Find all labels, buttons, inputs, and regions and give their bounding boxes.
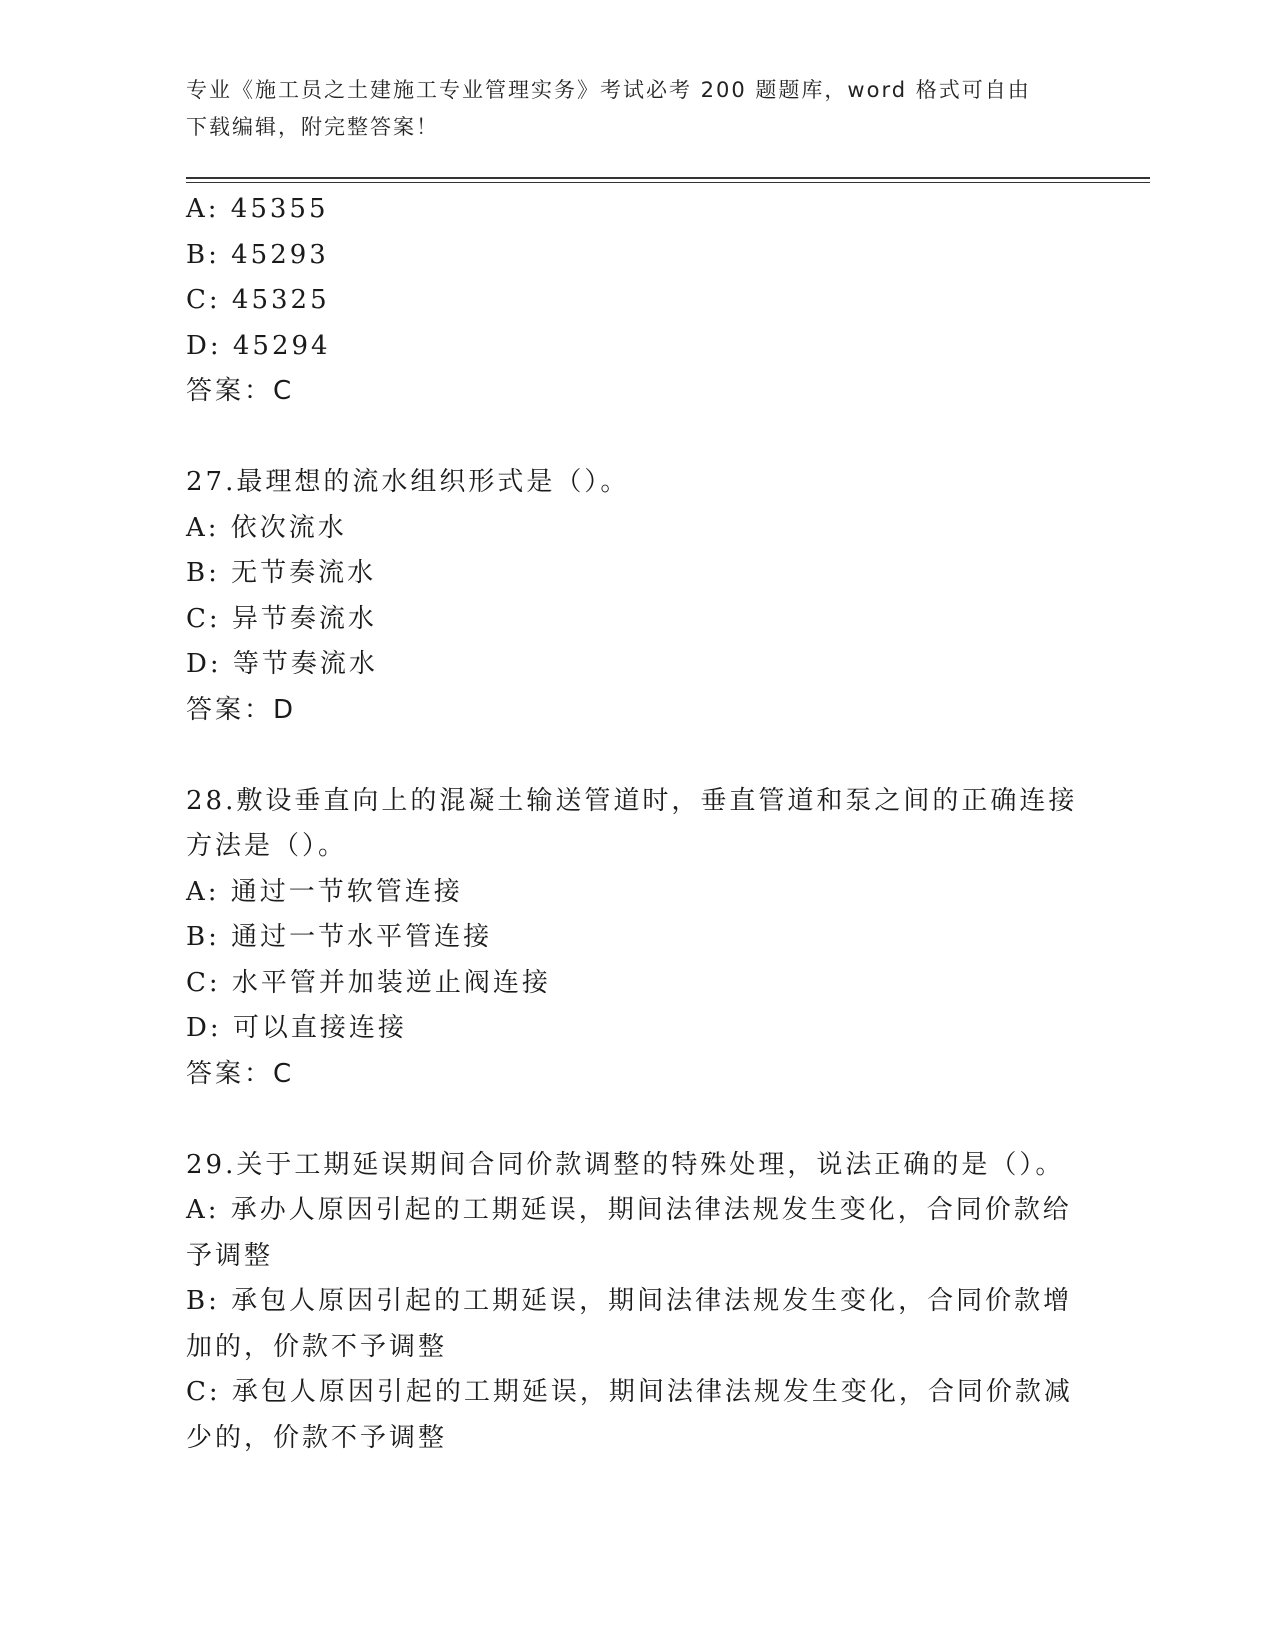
header-line: 专业《施工员之土建施工专业管理实务》考试必考 200 题题库，word 格式可自由 [186, 78, 1031, 102]
answer-label: 答案：C [186, 376, 295, 406]
option-c: C: 承包人原因引起的工期延误，期间法律法规发生变化，合同价款减 [186, 1377, 1073, 1407]
option-b: B: 承包人原因引起的工期延误，期间法律法规发生变化，合同价款增 [186, 1286, 1073, 1316]
option-c-cont: 少的，价款不予调整 [186, 1422, 448, 1453]
header-rule-thin [186, 182, 1150, 183]
option-c: C: 异节奏流水 [186, 603, 377, 634]
option-c: C: 水平管并加装逆止阀连接 [186, 967, 551, 998]
answer-label: 答案：D [186, 694, 297, 725]
spacer [186, 415, 1086, 461]
spacer [186, 733, 1086, 779]
header-line: 下载编辑，附完整答案！ [186, 115, 439, 139]
option-d: D: 等节奏流水 [186, 649, 378, 679]
option-a: A: 依次流水 [186, 512, 347, 543]
answer-label: 答案：C [186, 1058, 295, 1089]
question-text: 28.敷设垂直向上的混凝土输送管道时，垂直管道和泵之间的正确连接 [186, 785, 1078, 816]
question-text: 29.关于工期延误期间合同价款调整的特殊处理，说法正确的是（）。 [186, 1149, 1065, 1180]
question-29 [186, 1143, 1086, 1462]
option-c: C: 45325 [186, 285, 330, 315]
option-a: A: 45355 [186, 194, 329, 224]
spacer [186, 1097, 1086, 1143]
question-text-cont: 方法是（）。 [186, 831, 348, 861]
question-list [186, 187, 1086, 1461]
option-a: A: 承办人原因引起的工期延误，期间法律法规发生变化，合同价款给 [186, 1195, 1072, 1225]
option-b: B: 无节奏流水 [186, 558, 377, 588]
option-a: A: 通过一节软管连接 [186, 876, 463, 907]
option-d: D: 45294 [186, 330, 331, 361]
option-b-cont: 加的，价款不予调整 [186, 1331, 448, 1362]
option-b: B: 45293 [186, 239, 329, 270]
question-26 [186, 187, 1086, 415]
option-a-cont: 予调整 [186, 1240, 274, 1271]
question-text: 27.最理想的流水组织形式是（）。 [186, 467, 630, 497]
header-rule [186, 177, 1150, 179]
page-header [186, 72, 1066, 146]
option-b: B: 通过一节水平管连接 [186, 922, 493, 952]
question-27 [186, 460, 1086, 733]
question-28 [186, 779, 1086, 1098]
option-d: D: 可以直接连接 [186, 1013, 407, 1043]
